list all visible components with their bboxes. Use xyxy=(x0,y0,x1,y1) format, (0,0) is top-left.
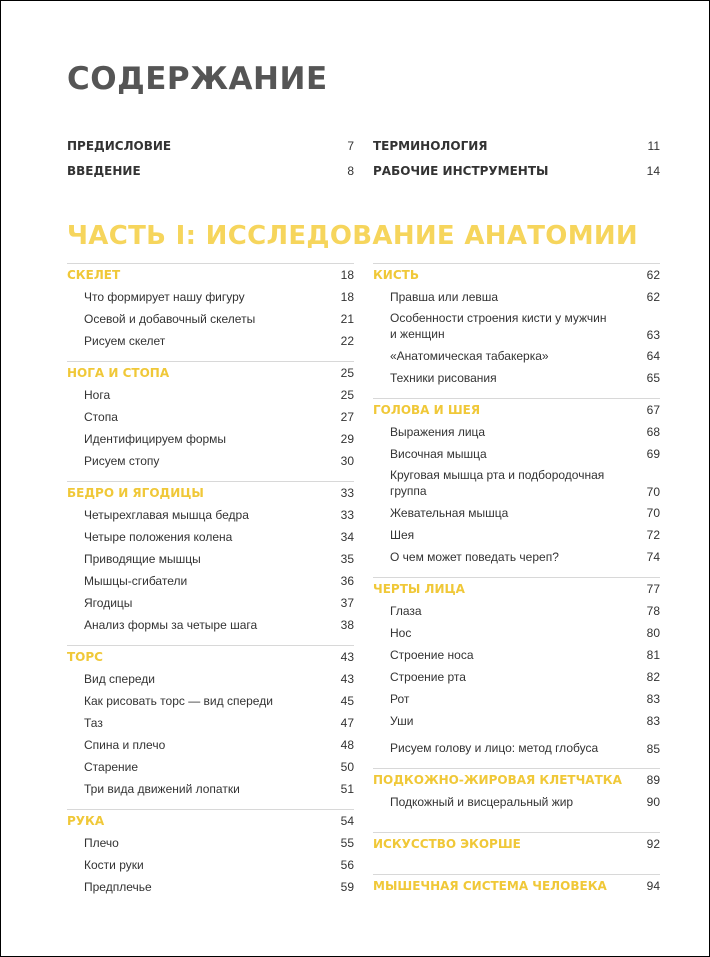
toc-section xyxy=(67,263,354,352)
toc-entry-page: 72 xyxy=(646,528,660,542)
toc-entry-text: Осевой и добавочный скелеты xyxy=(84,312,256,326)
toc-top-label: ПРЕДИСЛОВИЕ xyxy=(67,139,172,153)
toc-top-label: ТЕРМИНОЛОГИЯ xyxy=(373,139,488,153)
toc-entry[interactable] xyxy=(67,832,354,854)
toc-entry-page: 74 xyxy=(646,550,660,564)
toc-entry-text: Рисуем голову и лицо: метод глобуса xyxy=(390,741,599,755)
toc-entry[interactable] xyxy=(373,644,660,666)
toc-section-title: ИСКУССТВО ЭКОРШЕ xyxy=(373,837,521,851)
toc-entry[interactable] xyxy=(67,450,354,472)
toc-entry[interactable] xyxy=(373,622,660,644)
toc-entry[interactable] xyxy=(67,734,354,756)
toc-section-title: КИСТЬ xyxy=(373,268,419,282)
toc-entry-text: Строение носа xyxy=(390,648,474,662)
toc-entry-text: Рисуем скелет xyxy=(84,334,166,348)
toc-entry[interactable] xyxy=(67,526,354,548)
toc-entry-page: 90 xyxy=(646,795,660,809)
toc-entry-text: Анализ формы за четыре шага xyxy=(84,618,258,632)
toc-entry-text: Рисуем стопу xyxy=(84,454,160,468)
toc-entry[interactable] xyxy=(373,502,660,524)
toc-section-heading[interactable] xyxy=(67,362,354,384)
toc-entry[interactable] xyxy=(67,592,354,614)
toc-entry-page: 51 xyxy=(340,782,354,796)
toc-entry[interactable] xyxy=(373,308,660,345)
toc-section-heading[interactable] xyxy=(373,833,660,855)
toc-entry-text: Кости руки xyxy=(84,858,144,872)
toc-entry-page: 55 xyxy=(340,836,354,850)
toc-entry-text: Как рисовать торс — вид спереди xyxy=(84,694,273,708)
toc-top-page: 11 xyxy=(647,139,660,153)
toc-entry-text: Выражения лица xyxy=(390,425,486,439)
toc-entry-text: Правша или левша xyxy=(390,290,499,304)
toc-entry-text: Нога xyxy=(84,388,111,402)
toc-entry-page: 43 xyxy=(340,672,354,686)
toc-section-heading[interactable] xyxy=(373,399,660,421)
toc-entry[interactable] xyxy=(373,688,660,710)
toc-section-title: ЧЕРТЫ ЛИЦА xyxy=(373,582,465,596)
toc-entry-text: Старение xyxy=(84,760,139,774)
toc-section-title: СКЕЛЕТ xyxy=(67,268,121,282)
toc-section-title: ПОДКОЖНО-ЖИРОВАЯ КЛЕТЧАТКА xyxy=(373,773,622,787)
toc-section-page: 89 xyxy=(646,773,660,787)
toc-entry-page: 64 xyxy=(646,349,660,363)
toc-entry-text: Подкожный и висцеральный жир xyxy=(390,795,574,809)
toc-section-page: 25 xyxy=(340,366,354,380)
toc-entry-text: Нос xyxy=(390,626,412,640)
toc-entry-page: 78 xyxy=(646,604,660,618)
toc-entry-text: Особенности строения кисти у мужчин и женщин xyxy=(390,311,607,341)
page-title: СОДЕРЖАНИЕ xyxy=(67,61,328,97)
toc-entry-text: Шея xyxy=(390,528,415,542)
toc-entry-page: 38 xyxy=(340,618,354,632)
toc-entry-text: Строение рта xyxy=(390,670,466,684)
toc-entry[interactable] xyxy=(67,854,354,876)
toc-section-heading[interactable] xyxy=(373,875,660,897)
toc-entry[interactable] xyxy=(67,756,354,778)
toc-entry[interactable] xyxy=(67,668,354,690)
toc-entry-page: 27 xyxy=(340,410,354,424)
toc-entry-page: 65 xyxy=(646,371,660,385)
toc-entry-page: 63 xyxy=(646,328,660,342)
toc-entry[interactable] xyxy=(373,791,660,813)
toc-entry-text: Мышцы-сгибатели xyxy=(84,574,188,588)
toc-entry-text: Идентифицируем формы xyxy=(84,432,227,446)
toc-entry-page: 50 xyxy=(340,760,354,774)
toc-entry-page: 56 xyxy=(340,858,354,872)
toc-section-page: 18 xyxy=(340,268,354,282)
toc-entry-text: Таз xyxy=(84,716,103,730)
toc-top-page: 8 xyxy=(347,164,354,178)
toc-entry[interactable] xyxy=(67,570,354,592)
toc-entry-text: Вид спереди xyxy=(84,672,156,686)
toc-entry-page: 83 xyxy=(646,714,660,728)
toc-entry[interactable] xyxy=(373,367,660,389)
toc-top-label: РАБОЧИЕ ИНСТРУМЕНТЫ xyxy=(373,164,549,178)
toc-entry[interactable] xyxy=(67,548,354,570)
toc-entry[interactable] xyxy=(373,286,660,308)
toc-entry[interactable] xyxy=(373,600,660,622)
toc-entry[interactable] xyxy=(373,732,660,759)
toc-entry-text: Круговая мышца рта и подбородочная группа xyxy=(390,468,605,498)
toc-section-title: ГОЛОВА И ШЕЯ xyxy=(373,403,481,417)
toc-section-heading[interactable] xyxy=(67,482,354,504)
toc-entry-text: Три вида движений лопатки xyxy=(84,782,240,796)
toc-entry-page: 37 xyxy=(340,596,354,610)
toc-section-page: 62 xyxy=(646,268,660,282)
toc-top-item[interactable] xyxy=(67,136,354,156)
toc-entry[interactable] xyxy=(67,504,354,526)
toc-entry-text: Четыре положения колена xyxy=(84,530,233,544)
toc-entry-page: 48 xyxy=(340,738,354,752)
toc-entry[interactable] xyxy=(373,524,660,546)
toc-entry-text: Ягодицы xyxy=(84,596,133,610)
toc-entry[interactable] xyxy=(373,546,660,568)
toc-section xyxy=(67,361,354,472)
toc-entry-page: 33 xyxy=(340,508,354,522)
toc-entry-page: 81 xyxy=(646,648,660,662)
toc-entry-text: Что формирует нашу фигуру xyxy=(84,290,245,304)
toc-entry-page: 25 xyxy=(340,388,354,402)
toc-top-page: 14 xyxy=(646,164,660,178)
toc-section-heading[interactable] xyxy=(373,264,660,286)
toc-entry[interactable] xyxy=(373,666,660,688)
toc-section-heading[interactable] xyxy=(67,646,354,668)
toc-entry[interactable] xyxy=(373,465,660,502)
toc-column-right xyxy=(373,263,660,897)
toc-entry[interactable] xyxy=(67,286,354,308)
toc-entry-page: 59 xyxy=(340,880,354,894)
toc-section xyxy=(373,263,660,389)
toc-section xyxy=(373,874,660,897)
toc-section xyxy=(373,768,660,813)
toc-entry-page: 34 xyxy=(340,530,354,544)
toc-entry-page: 30 xyxy=(340,454,354,468)
toc-entry[interactable] xyxy=(373,345,660,367)
toc-entry-page: 29 xyxy=(340,432,354,446)
toc-section-title: БЕДРО И ЯГОДИЦЫ xyxy=(67,486,204,500)
toc-entry[interactable] xyxy=(67,614,354,636)
toc-section-heading[interactable] xyxy=(373,578,660,600)
toc-entry-page: 18 xyxy=(340,290,354,304)
toc-entry-page: 45 xyxy=(340,694,354,708)
toc-entry-text: Спина и плечо xyxy=(84,738,166,752)
toc-section-title: МЫШЕЧНАЯ СИСТЕМА ЧЕЛОВЕКА xyxy=(373,879,607,893)
toc-entry-page: 22 xyxy=(340,334,354,348)
toc-section-title: РУКА xyxy=(67,814,105,828)
toc-entry-text: Четырехглавая мышца бедра xyxy=(84,508,249,522)
toc-section-page: 77 xyxy=(646,582,660,596)
toc-entry[interactable] xyxy=(67,330,354,352)
toc-entry-text: Стопа xyxy=(84,410,118,424)
toc-section-heading[interactable] xyxy=(373,769,660,791)
toc-entry-page: 21 xyxy=(340,312,354,326)
toc-section xyxy=(67,481,354,636)
toc-entry-page: 35 xyxy=(340,552,354,566)
toc-entry-text: Приводящие мышцы xyxy=(84,552,201,566)
toc-entry-page: 70 xyxy=(646,506,660,520)
part-title: ЧАСТЬ I: ИССЛЕДОВАНИЕ АНАТОМИИ xyxy=(67,221,638,251)
toc-entry-text: Предплечье xyxy=(84,880,152,894)
toc-entry-text: Техники рисования xyxy=(390,371,497,385)
toc-section-page: 67 xyxy=(646,403,660,417)
toc-entry-page: 82 xyxy=(646,670,660,684)
toc-section xyxy=(373,577,660,759)
toc-entry-page: 69 xyxy=(646,447,660,461)
toc-section-page: 33 xyxy=(340,486,354,500)
toc-entry-page: 47 xyxy=(340,716,354,730)
toc-section-heading[interactable] xyxy=(67,810,354,832)
toc-section xyxy=(67,645,354,800)
toc-entry-text: Уши xyxy=(390,714,414,728)
toc-entry[interactable] xyxy=(67,428,354,450)
toc-entry-text: Височная мышца xyxy=(390,447,487,461)
toc-column-left xyxy=(67,263,354,898)
toc-entry[interactable] xyxy=(67,406,354,428)
toc-entry[interactable] xyxy=(67,690,354,712)
toc-section-title: ТОРС xyxy=(67,650,103,664)
toc-entry-page: 62 xyxy=(646,290,660,304)
toc-section-heading[interactable] xyxy=(67,264,354,286)
toc-entry[interactable] xyxy=(373,710,660,732)
toc-top-label: ВВЕДЕНИЕ xyxy=(67,164,141,178)
toc-section-page: 92 xyxy=(646,837,660,851)
toc-entry[interactable] xyxy=(67,384,354,406)
toc-entry[interactable] xyxy=(67,712,354,734)
toc-entry-text: Жевательная мышца xyxy=(390,506,509,520)
toc-top-page: 7 xyxy=(347,139,354,153)
toc-top-item[interactable] xyxy=(373,161,660,181)
toc-entry-page: 80 xyxy=(646,626,660,640)
toc-section-title: НОГА И СТОПА xyxy=(67,366,170,380)
toc-entry-page: 83 xyxy=(646,692,660,706)
toc-section-page: 54 xyxy=(340,814,354,828)
toc-entry-page: 36 xyxy=(340,574,354,588)
toc-entry-text: О чем может поведать череп? xyxy=(390,550,559,564)
toc-entry[interactable] xyxy=(67,876,354,898)
toc-entry-text: Рот xyxy=(390,692,410,706)
toc-top-item[interactable] xyxy=(67,161,354,181)
toc-entry-page: 70 xyxy=(646,485,660,499)
toc-section xyxy=(373,398,660,568)
toc-section xyxy=(373,832,660,855)
toc-entry-text: Плечо xyxy=(84,836,119,850)
toc-entry-text: «Анатомическая табакерка» xyxy=(390,349,549,363)
toc-section-page: 43 xyxy=(340,650,354,664)
toc-top-item[interactable] xyxy=(373,136,660,156)
toc-entry-page: 68 xyxy=(646,425,660,439)
toc-entry-page: 85 xyxy=(646,742,660,756)
toc-entry[interactable] xyxy=(373,443,660,465)
toc-entry[interactable] xyxy=(373,421,660,443)
toc-entry-text: Глаза xyxy=(390,604,422,618)
toc-section-page: 94 xyxy=(646,879,660,893)
toc-section xyxy=(67,809,354,898)
toc-entry[interactable] xyxy=(67,778,354,800)
toc-entry[interactable] xyxy=(67,308,354,330)
